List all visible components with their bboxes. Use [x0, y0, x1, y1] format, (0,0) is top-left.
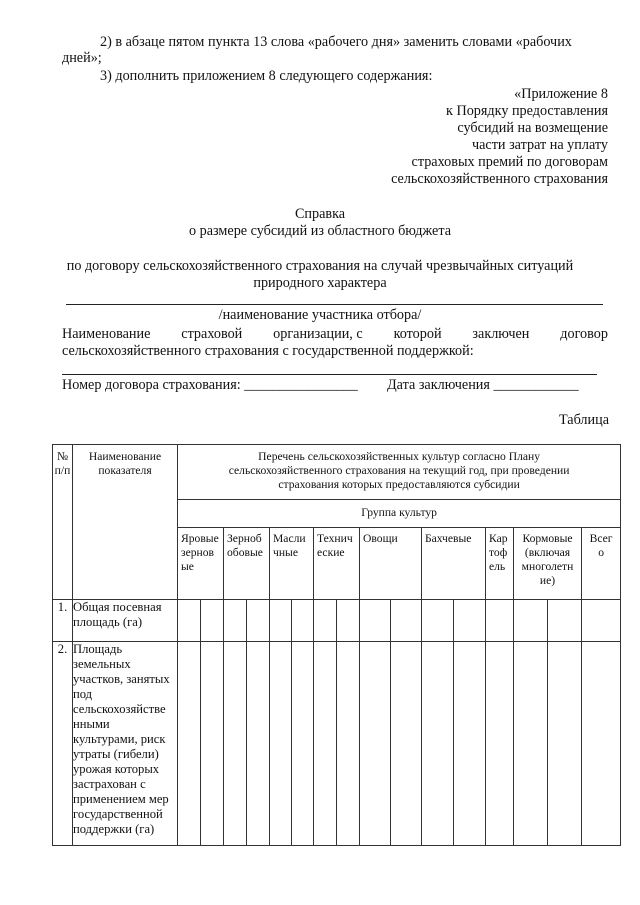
- crop-group-label: Масли: [273, 532, 306, 545]
- row-indicator-line: Общая посевная: [73, 600, 162, 614]
- insurer-word: организации, с: [273, 326, 363, 342]
- crop-group-label: зернов: [181, 546, 214, 559]
- participant-caption: /наименование участника отбора/: [218, 307, 422, 323]
- crops-list-header: [178, 445, 621, 500]
- insurer-word: Наименование: [62, 326, 151, 342]
- data-cell[interactable]: [582, 642, 621, 846]
- insurer-label-line1: [62, 326, 608, 342]
- appendix-header-line: «Приложение 8: [514, 86, 608, 102]
- col-number-header: [53, 445, 73, 600]
- data-cell[interactable]: [178, 642, 201, 846]
- insurer-name-line[interactable]: [62, 374, 597, 375]
- document-subtitle-line4: природного характера: [253, 275, 387, 291]
- crop-group-label: Яровые: [181, 532, 219, 545]
- table-caption: Таблица: [558, 412, 609, 428]
- data-cell[interactable]: [337, 600, 360, 642]
- contract-number-field[interactable]: Номер договора страхования: ________________: [62, 377, 358, 393]
- row-indicator-line: Площадь: [73, 642, 123, 656]
- crop-group-vegetables: [360, 528, 422, 600]
- document-title: Справка: [294, 206, 346, 222]
- row-indicator: [73, 642, 178, 846]
- crop-group-forage: [514, 528, 582, 600]
- crop-group-legumes: [224, 528, 270, 600]
- appendix-header-line: части затрат на уплату: [472, 137, 608, 153]
- data-cell[interactable]: [514, 600, 548, 642]
- data-cell[interactable]: [486, 600, 514, 642]
- data-cell[interactable]: [247, 600, 270, 642]
- crop-group-label: обовые: [227, 546, 263, 559]
- row-indicator-line: земельных: [73, 657, 131, 671]
- contract-date-field[interactable]: Дата заключения ____________: [387, 377, 579, 393]
- data-cell[interactable]: [178, 600, 201, 642]
- document-subtitle: о размере субсидий из областного бюджета: [189, 223, 451, 239]
- col-number-line: п/п: [54, 464, 71, 477]
- crops-header-line: сельскохозяйственного страхования на текущий год, при проведении: [228, 464, 570, 477]
- data-cell[interactable]: [391, 600, 422, 642]
- row-number: 1.: [53, 600, 73, 642]
- row-indicator-line: культурами, риск: [73, 732, 166, 746]
- data-cell[interactable]: [454, 600, 486, 642]
- crop-group-label: (включая: [524, 546, 571, 559]
- table-row: [53, 642, 621, 846]
- crop-group-total: [582, 528, 621, 600]
- data-cell[interactable]: [582, 600, 621, 642]
- crop-group-technical: [314, 528, 360, 600]
- data-cell[interactable]: [337, 642, 360, 846]
- crop-group-label: Всег: [589, 532, 613, 545]
- amendment-item-2-line2: дней»;: [62, 50, 102, 66]
- row-indicator-line: площадь (га): [73, 615, 143, 629]
- row-indicator-line: участков, занятых: [73, 672, 170, 686]
- crop-group-header: Группа культур: [178, 500, 621, 528]
- crop-group-spring-grain: [178, 528, 224, 600]
- crop-group-label: о: [598, 546, 604, 559]
- crop-group-label: Овощи: [363, 532, 398, 545]
- data-cell[interactable]: [486, 642, 514, 846]
- row-indicator-line: государственной: [73, 807, 163, 821]
- document-subtitle-line3: по договору сельскохозяйственного страхования на случай чрезвычайных ситуаций: [66, 258, 574, 274]
- row-indicator-line: поддержки (га): [73, 822, 155, 836]
- crop-group-oilseeds: [270, 528, 314, 600]
- data-cell[interactable]: [454, 642, 486, 846]
- col-indicator-line: показателя: [98, 464, 152, 477]
- data-cell[interactable]: [201, 600, 224, 642]
- crop-group-label: тоф: [489, 546, 508, 559]
- data-cell[interactable]: [422, 600, 454, 642]
- data-cell[interactable]: [292, 600, 314, 642]
- row-indicator-line: урожая которых: [73, 762, 160, 776]
- data-cell[interactable]: [270, 600, 292, 642]
- crops-header-line: страхования которых предоставляются субсидии: [278, 478, 520, 491]
- insurer-label-line2: сельскохозяйственного страхования с государственной поддержкой:: [62, 343, 474, 359]
- table-row: [53, 600, 621, 642]
- data-cell[interactable]: [224, 642, 247, 846]
- data-cell[interactable]: [514, 642, 548, 846]
- appendix-header-line: к Порядку предоставления: [446, 103, 608, 119]
- amendment-item-3: 3) дополнить приложением 8 следующего содержания:: [100, 68, 433, 84]
- col-number-line: №: [56, 450, 69, 463]
- crop-group-label: Бахчевые: [425, 532, 472, 545]
- row-indicator-line: застрахован с: [73, 777, 146, 791]
- crop-group-label: ые: [181, 560, 194, 573]
- crop-group-label: Кар: [489, 532, 508, 545]
- data-cell[interactable]: [360, 642, 391, 846]
- appendix-header-line: субсидий на возмещение: [457, 120, 608, 136]
- participant-name-line[interactable]: [66, 304, 603, 305]
- data-cell[interactable]: [548, 600, 582, 642]
- data-cell[interactable]: [270, 642, 292, 846]
- insurer-word: заключен: [472, 326, 530, 342]
- row-indicator-line: нными: [73, 717, 110, 731]
- crop-group-label: многолетн: [521, 560, 574, 573]
- crop-group-potato: [486, 528, 514, 600]
- row-indicator-line: применением мер: [73, 792, 169, 806]
- row-indicator-line: утраты (гибели): [73, 747, 159, 761]
- crop-group-label: Зерноб: [227, 532, 262, 545]
- crop-group-label: еские: [317, 546, 345, 559]
- row-indicator-line: сельскохозяйстве: [73, 702, 166, 716]
- col-indicator-line: Наименование: [88, 450, 162, 463]
- data-cell[interactable]: [201, 642, 224, 846]
- data-cell[interactable]: [548, 642, 582, 846]
- row-indicator-line: под: [73, 687, 93, 701]
- data-cell[interactable]: [422, 642, 454, 846]
- crop-group-label: Кормовые: [522, 532, 573, 545]
- col-indicator-header: [73, 445, 178, 600]
- crop-group-label: ие): [539, 574, 556, 587]
- data-cell[interactable]: [391, 642, 422, 846]
- amendment-item-2-line1: 2) в абзаце пятом пункта 13 слова «рабочего дня» заменить словами «рабочих: [100, 34, 572, 50]
- data-cell[interactable]: [292, 642, 314, 846]
- data-cell[interactable]: [360, 600, 391, 642]
- row-indicator: [73, 600, 178, 642]
- crop-group-melons: [422, 528, 486, 600]
- insurer-word: страховой: [181, 326, 243, 342]
- crop-group-label: ель: [489, 560, 506, 573]
- appendix-header-line: сельскохозяйственного страхования: [391, 171, 608, 187]
- crop-group-label: Технич: [317, 532, 353, 545]
- data-cell[interactable]: [224, 600, 247, 642]
- data-cell[interactable]: [314, 642, 337, 846]
- data-cell[interactable]: [247, 642, 270, 846]
- row-number: 2.: [53, 642, 73, 846]
- appendix-header-line: страховых премий по договорам: [411, 154, 608, 170]
- data-cell[interactable]: [314, 600, 337, 642]
- insurer-word: договор: [560, 326, 608, 342]
- subsidy-table: [52, 444, 621, 846]
- crop-group-label: чные: [273, 546, 298, 559]
- crops-header-line: Перечень сельскохозяйственных культур согласно Плану: [258, 450, 541, 463]
- insurer-word: которой: [393, 326, 442, 342]
